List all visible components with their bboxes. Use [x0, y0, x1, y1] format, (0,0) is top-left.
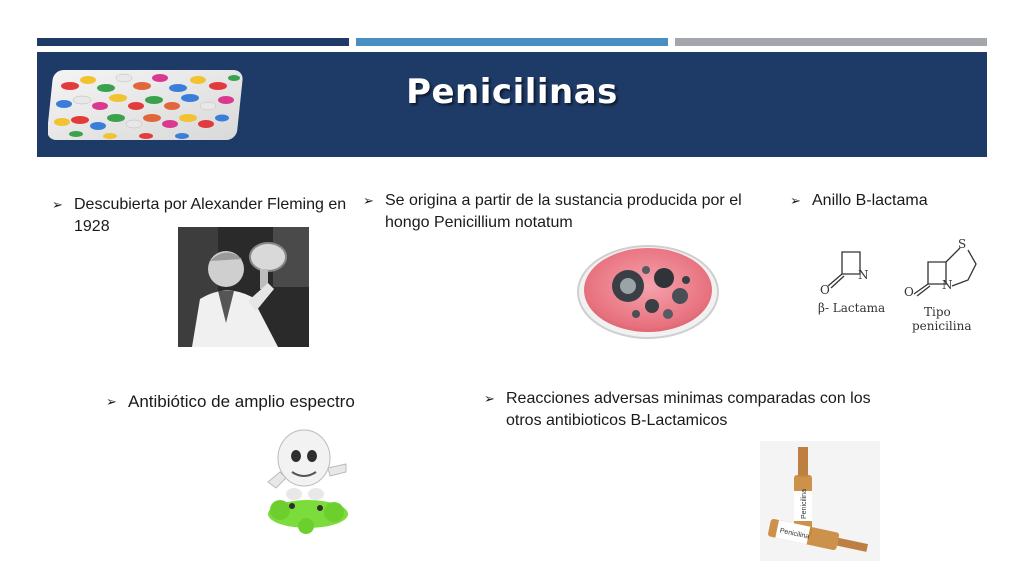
bullet-spectrum [106, 391, 396, 413]
arrow-bullet-icon: ➢ [484, 391, 495, 406]
o-label: O [820, 283, 830, 297]
n-label: N [942, 278, 953, 292]
page-title: Penicilinas [406, 72, 618, 112]
ampoule-label: Penicilina [779, 527, 810, 541]
petri-dish-image [576, 234, 720, 342]
bullet-text: Antibiótico de amplio espectro [128, 392, 355, 411]
ampoules-image [760, 441, 880, 561]
bullet-text: Se origina a partir de la sustancia producida por el hongo Penicillium notatum [385, 192, 742, 231]
top-bar-dark [37, 38, 349, 46]
ampoule-label: Penicilina [801, 489, 808, 519]
arrow-bullet-icon: ➢ [790, 193, 801, 208]
o-label: O [904, 285, 914, 299]
top-bar-blue [356, 38, 668, 46]
top-bar-gray [675, 38, 987, 46]
bullet-text: Descubierta por Alexander Fleming en 1928 [74, 196, 347, 235]
penicilina-label: penicilina [912, 319, 972, 333]
bullet-reactions [484, 388, 874, 432]
bullet-text: Anillo B-lactama [812, 192, 928, 209]
cartoon-character-image [246, 418, 368, 538]
bullet-origin [363, 190, 753, 234]
arrow-bullet-icon: ➢ [106, 394, 117, 409]
arrow-bullet-icon: ➢ [363, 193, 374, 208]
bullet-text: Reacciones adversas minimas comparadas con los otros antibioticos B-Lactamicos [506, 390, 871, 429]
arrow-bullet-icon: ➢ [52, 197, 63, 212]
tipo-label: Tipo [924, 305, 951, 319]
beta-lactam-structure [812, 232, 992, 342]
s-label: S [958, 237, 967, 251]
beta-lactam-label: β- Lactama [818, 301, 886, 315]
n-label: N [858, 268, 869, 282]
bullet-ring [790, 190, 990, 212]
fleming-photo [178, 227, 309, 347]
